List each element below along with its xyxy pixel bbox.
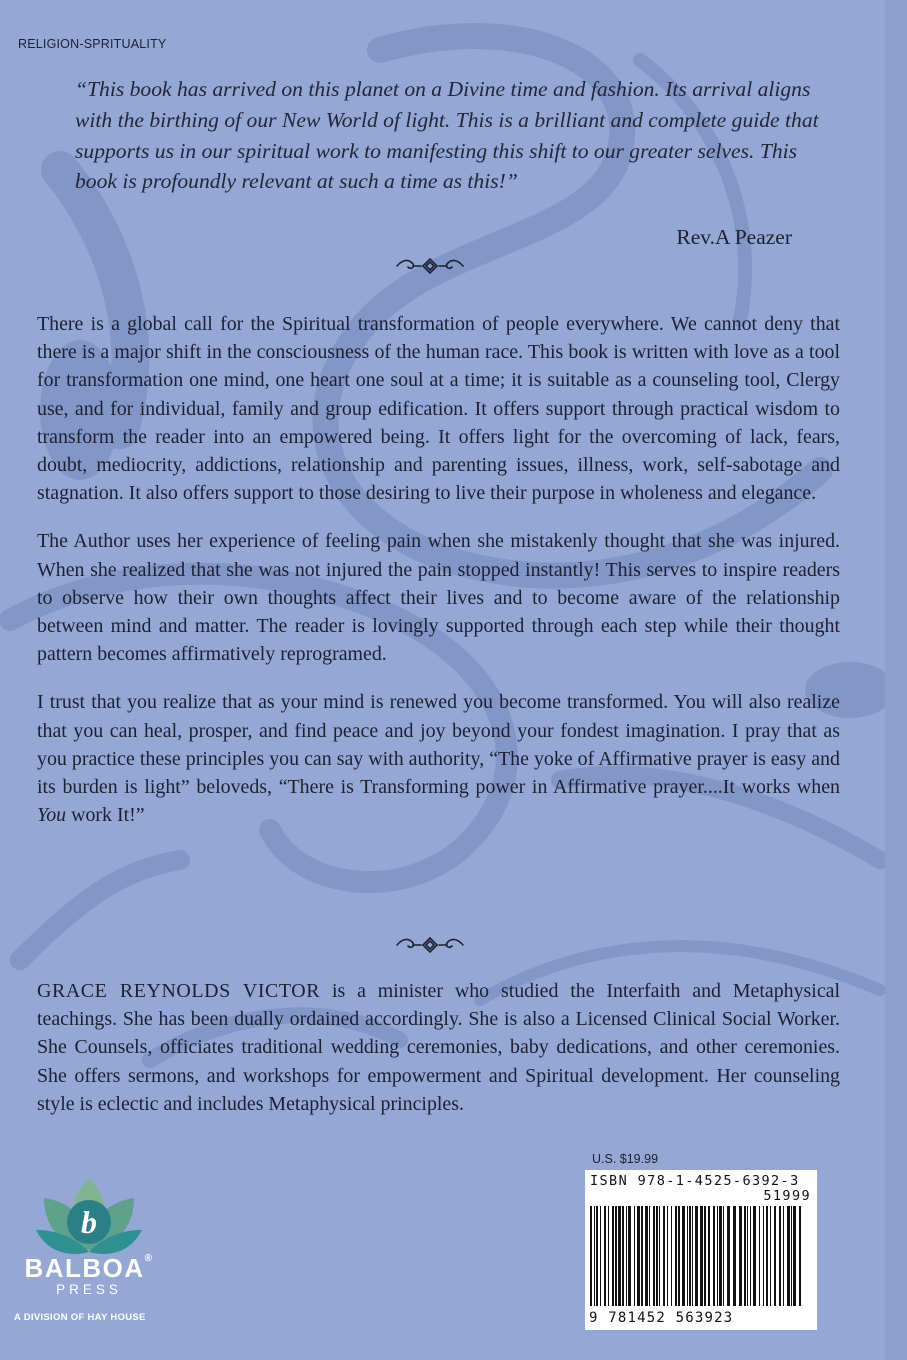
isbn-number: ISBN 978-1-4525-6392-3 — [590, 1173, 800, 1189]
quote-text: “This book has arrived on this planet on a Divine time and fashion. Its arrival aligns with the birthing of our New World of light. This is a brilliant and complete guide that supports us in our spiritual work to manifesting this shift to our greater selves. This book is profoundly relevant at such a time as this!” — [75, 77, 819, 194]
paragraph-3-start: I trust that you realize that as your mind is renewed you become transformed. You will also realize that you can heal, prosper, and find peace and joy beyond your fondest imagination. I pray that as you practice these principles you can say with authority, “The yoke of Affirmative prayer is easy and its burden is light” beloveds, “There is Transforming power in Affirmative prayer....It works when — [37, 691, 840, 799]
author-bio — [37, 977, 840, 1118]
paragraph-3-emphasis: You — [37, 804, 67, 827]
logo-letter: b — [81, 1204, 97, 1240]
publisher-imprint: PRESS — [56, 1282, 122, 1297]
author-name: GRACE REYNOLDS VICTOR — [37, 980, 321, 1002]
description-paragraph-3 — [37, 688, 840, 829]
description-paragraph-2: The Author uses her experience of feeling pain when she mistakenly thought that she was injured. When she realized that she was not injured the pain stopped instantly! This serves to inspire readers to observe how their own thoughts affect their lives and to become aware of the relationship between mind and matter. The reader is lovingly supported through each step while their thought pattern becomes affirmatively reprogramed. — [37, 530, 840, 666]
isbn-barcode — [585, 1170, 817, 1330]
publisher-name-text: BALBOA — [24, 1253, 145, 1283]
endorsement-quote — [75, 74, 835, 197]
registered-mark: ® — [144, 1253, 154, 1264]
publisher-name — [14, 1253, 164, 1284]
balboa-press-logo-icon — [14, 1170, 164, 1330]
price-label: U.S. $19.99 — [592, 1152, 659, 1166]
publisher-division: A DIVISION OF HAY HOUSE — [14, 1312, 146, 1323]
ornament-divider-top — [395, 255, 465, 277]
book-description — [37, 310, 840, 849]
category-label: RELIGION-SPRITUALITY — [18, 37, 167, 51]
paragraph-3-end: work It!” — [66, 804, 145, 827]
barcode-bars — [590, 1206, 812, 1310]
price-code: 51999 — [763, 1188, 811, 1204]
ean-digits: 9 781452 563923 — [589, 1310, 734, 1326]
description-paragraph-1: There is a global call for the Spiritual transformation of people everywhere. We cannot deny that there is a major shift in the consciousness of the human race. This book is written with love as a tool for transformation one mind, one heart one soul at a time; it is suitable as a counseling tool, Clergy use, and for individual, family and group edification. It offers support through practical wisdom to transform the reader into an empowered being. It offers light for the overcoming of lack, fears, doubt, mediocrity, addictions, relationship and parenting issues, illness, work, self-sabotage and stagnation. It also offers support to those desiring to live their purpose in wholeness and elegance. — [37, 313, 840, 505]
ornament-divider-bottom — [395, 934, 465, 956]
quote-attribution: Rev.A Peazer — [676, 225, 792, 249]
publisher-wordmark — [14, 1253, 164, 1297]
author-bio-text: is a minister who studied the Interfaith and Metaphysical teachings. She has been dually ordained accordingly. She is also a Licensed Clinical Social Worker. She Counsels, officiates traditional wedding ceremonies, baby dedications, and other ceremonies. She offers sermons, and workshops for empowerment and Spiritual development. Her counseling style is eclectic and includes Metaphysical principles. — [37, 980, 841, 1115]
spine-edge — [885, 0, 907, 1360]
